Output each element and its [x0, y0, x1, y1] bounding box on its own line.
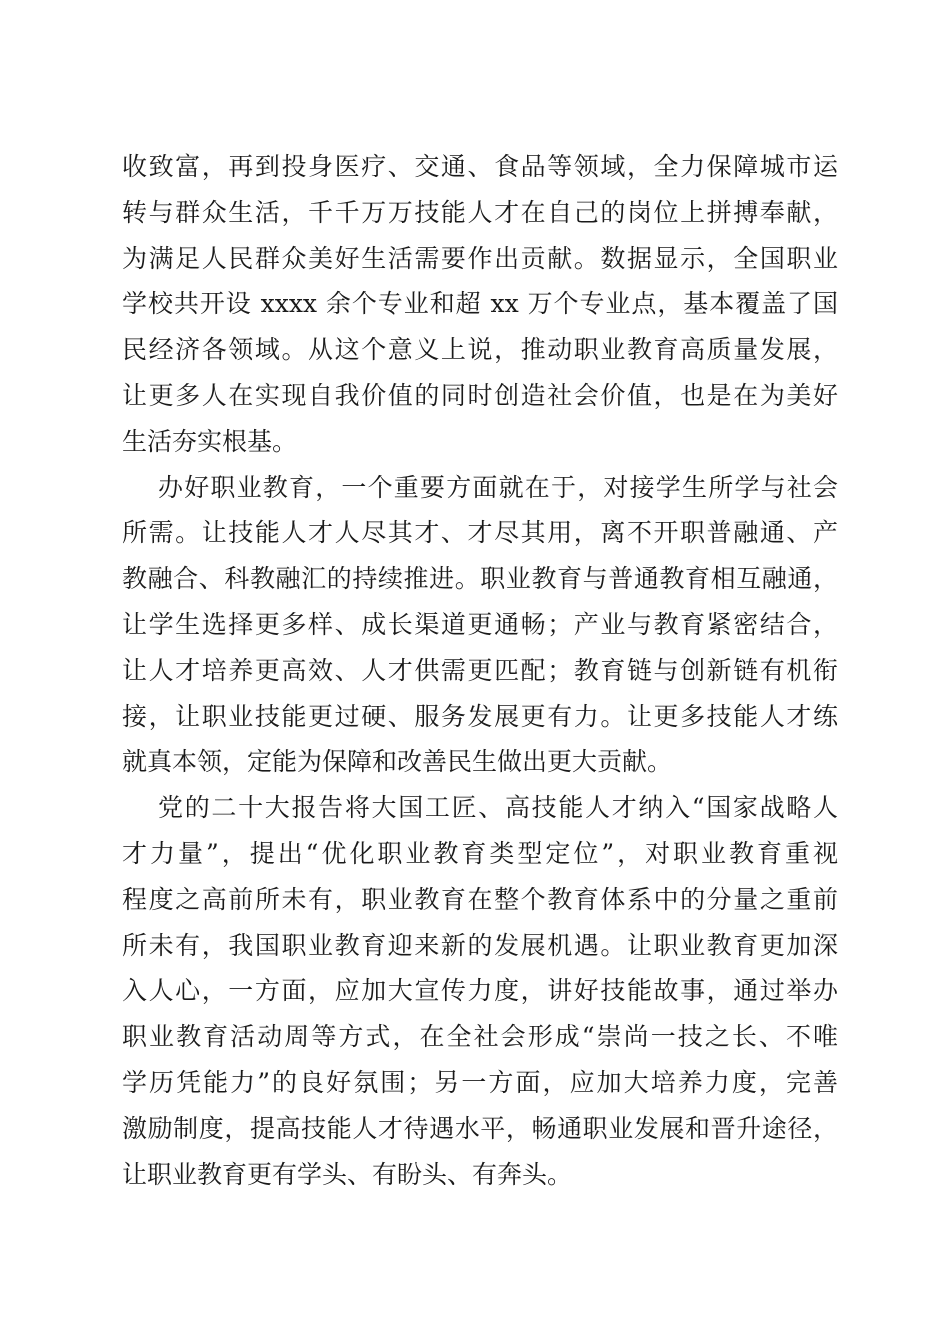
paragraph-line: 让学生选择更多样、成长渠道更通畅；产业与教育紧密结合， — [122, 609, 838, 639]
paragraph-1 — [122, 144, 838, 465]
paragraph-line: 转与群众生活，千千万万技能人才在自己的岗位上拼搏奉献， — [122, 197, 838, 227]
paragraph-line: 所未有，我国职业教育迎来新的发展机遇。让职业教育更加深 — [122, 930, 838, 960]
paragraph-line: 民经济各领域。从这个意义上说，推动职业教育高质量发展， — [122, 335, 838, 365]
paragraph-line: 让职业教育更有学头、有盼头、有奔头。 — [122, 1159, 573, 1189]
paragraph-line: 收致富，再到投身医疗、交通、食品等领域，全力保障城市运 — [122, 152, 838, 181]
paragraph-3 — [122, 785, 838, 1197]
paragraph-line: 就真本领，定能为保障和改善民生做出更大贡献。 — [122, 747, 673, 777]
paragraph-line: 党的二十大报告将大国工匠、高技能人才纳入“国家战略人 — [158, 793, 838, 823]
paragraph-line: 接，让职业技能更过硬、服务发展更有力。让更多技能人才练 — [122, 701, 838, 731]
paragraph-line: 程度之高前所未有，职业教育在整个教育体系中的分量之重前 — [122, 884, 838, 914]
paragraph-line: 生活夯实根基。 — [122, 426, 298, 456]
paragraph-line: 激励制度，提高技能人才待遇水平，畅通职业发展和晋升途径， — [122, 1113, 838, 1143]
paragraph-line: 入人心，一方面，应加大宣传力度，讲好技能故事，通过举办 — [122, 976, 838, 1006]
document-body — [122, 144, 838, 1197]
paragraph-line: 为满足人民群众美好生活需要作出贡献。数据显示，全国职业 — [122, 243, 838, 273]
paragraph-line: 让人才培养更高效、人才供需更匹配；教育链与创新链有机衔 — [122, 655, 838, 685]
paragraph-line: 教融合、科教融汇的持续推进。职业教育与普通教育相互融通， — [122, 564, 838, 594]
paragraph-2 — [122, 465, 838, 786]
paragraph-line: 学校共开设 xxxx 余个专业和超 xx 万个专业点，基本覆盖了国 — [122, 289, 838, 319]
paragraph-line: 让更多人在实现自我价值的同时创造社会价值，也是在为美好 — [122, 380, 838, 410]
paragraph-line: 办好职业教育，一个重要方面就在于，对接学生所学与社会 — [158, 472, 838, 502]
paragraph-line: 学历凭能力”的良好氛围；另一方面，应加大培养力度，完善 — [122, 1067, 838, 1097]
paragraph-line: 所需。让技能人才人尽其才、才尽其用，离不开职普融通、产 — [122, 518, 838, 548]
paragraph-line: 才力量”，提出“优化职业教育类型定位”，对职业教育重视 — [122, 838, 838, 868]
paragraph-line: 职业教育活动周等方式，在全社会形成“崇尚一技之长、不唯 — [122, 1022, 838, 1052]
